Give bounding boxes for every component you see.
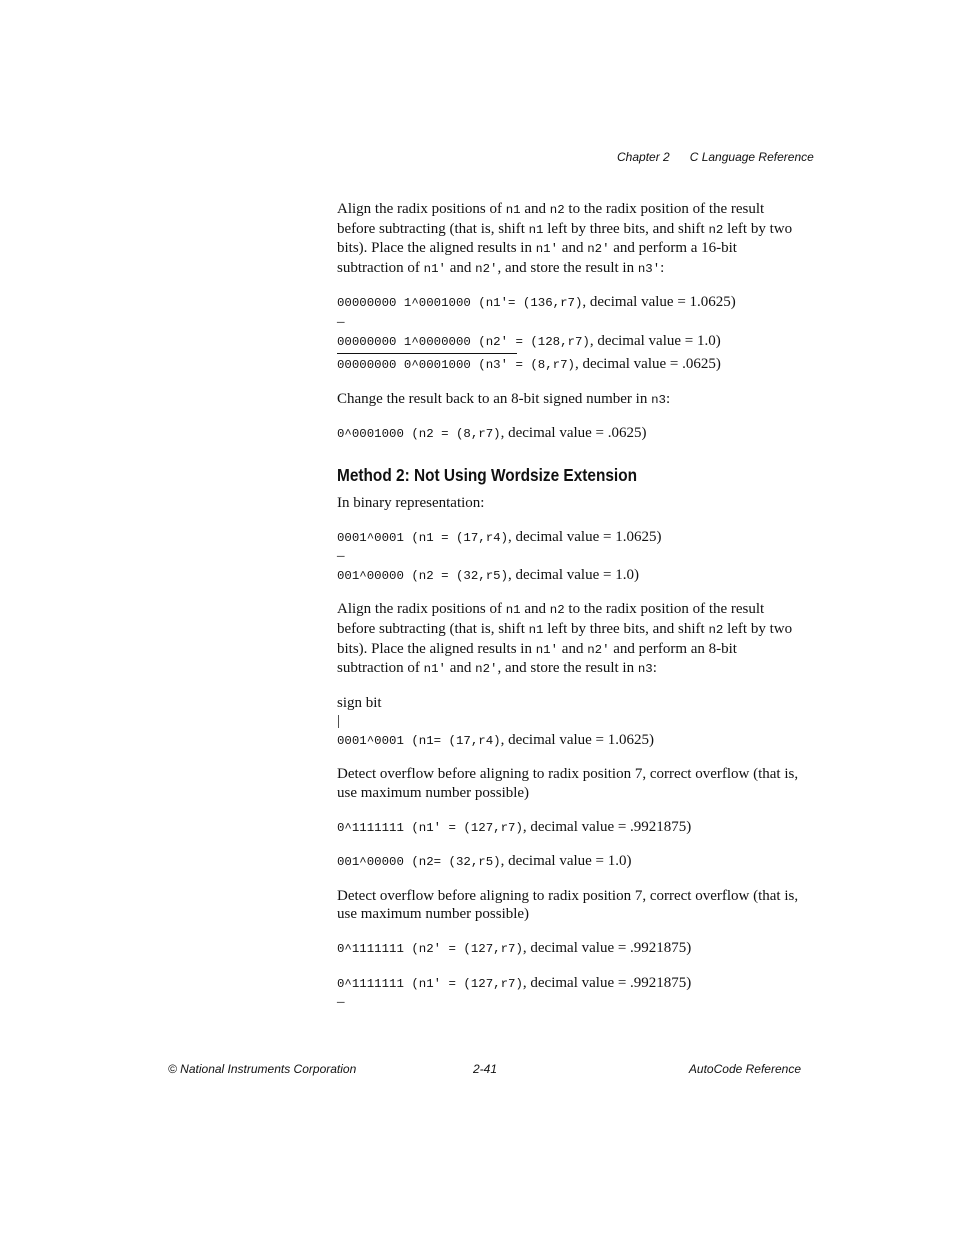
page-body (337, 200, 801, 1012)
sign-bit-label: sign bit (337, 694, 382, 711)
subtraction-block-binary (337, 528, 801, 586)
sum-rule-divider (337, 353, 517, 354)
section-heading: Method 2: Not Using Wordsize Extension (337, 464, 638, 485)
minus-sign: – (337, 313, 345, 330)
paragraph-detect-overflow-2: Detect overflow before aligning to radix position 7, correct overflow (that is, use maximum number possible) (337, 887, 799, 923)
code-line-result: 0^0001000 (n2 = (8,r7), decimal value = .0625) (337, 425, 647, 442)
code-line: 0^1111111 (n1' = (127,r7), decimal value = .9921875) (337, 818, 692, 835)
code-line: 0^1111111 (n2' = (127,r7), decimal value = .9921875) (337, 940, 692, 957)
code-line: 0^1111111 (n1' = (127,r7), decimal value = .9921875) (337, 974, 692, 991)
subtraction-block-16bit (337, 293, 801, 374)
header-section: C Language Reference (689, 150, 814, 164)
code-line: 00000000 1^0000000 (n2' = (128,r7), decimal value = 1.0) (337, 332, 721, 349)
paragraph-align-radix-1: Align the radix positions of n1 and n2 to the radix position of the result before subtracting (that is, shift n1 left by three bits, and shift n2 left by two bits). Place the aligned results in n1' and n2' and perform a 16-bit subtraction of n1' and n2', and store the result in n3': (337, 201, 793, 276)
footer-doc-title: AutoCode Reference (688, 1062, 801, 1076)
code-line: 0001^0001 (n1 = (17,r4), decimal value = 1.0625) (337, 528, 662, 545)
paragraph-align-radix-2: Align the radix positions of n1 and n2 to the radix position of the result before subtracting (that is, shift n1 left by three bits, and shift n2 left by two bits). Place the aligned results in n1' and n2' and perform an 8-bit subtraction of n1' and n2', and store the result in n3: (337, 601, 793, 677)
running-header (617, 150, 814, 164)
sign-bit-block (337, 694, 801, 751)
code-line: 001^00000 (n2 = (32,r5), decimal value = 1.0) (337, 566, 639, 583)
paragraph-change-result: Change the result back to an 8-bit signed number in n3: (337, 390, 671, 407)
footer-page-number: 2-41 (473, 1062, 498, 1076)
sign-bit-marker: | (337, 713, 341, 730)
paragraph-detect-overflow-1: Detect overflow before aligning to radix position 7, correct overflow (that is, use maximum number possible) (337, 766, 799, 802)
minus-sign: – (337, 994, 345, 1011)
code-line: 0001^0001 (n1= (17,r4), decimal value = 1.0625) (337, 731, 655, 748)
code-line: 00000000 1^0001000 (n1'= (136,r7), decimal value = 1.0625) (337, 294, 736, 311)
footer-copyright: © National Instruments Corporation (168, 1062, 357, 1076)
minus-sign: – (337, 548, 345, 565)
code-line: 001^00000 (n2= (32,r5), decimal value = 1.0) (337, 853, 632, 870)
paragraph-binary-representation: In binary representation: (337, 494, 485, 511)
header-chapter: Chapter 2 (617, 150, 670, 164)
code-line: 00000000 0^0001000 (n3' = (8,r7), decimal value = .0625) (337, 356, 721, 373)
final-subtraction-block (337, 974, 801, 1012)
